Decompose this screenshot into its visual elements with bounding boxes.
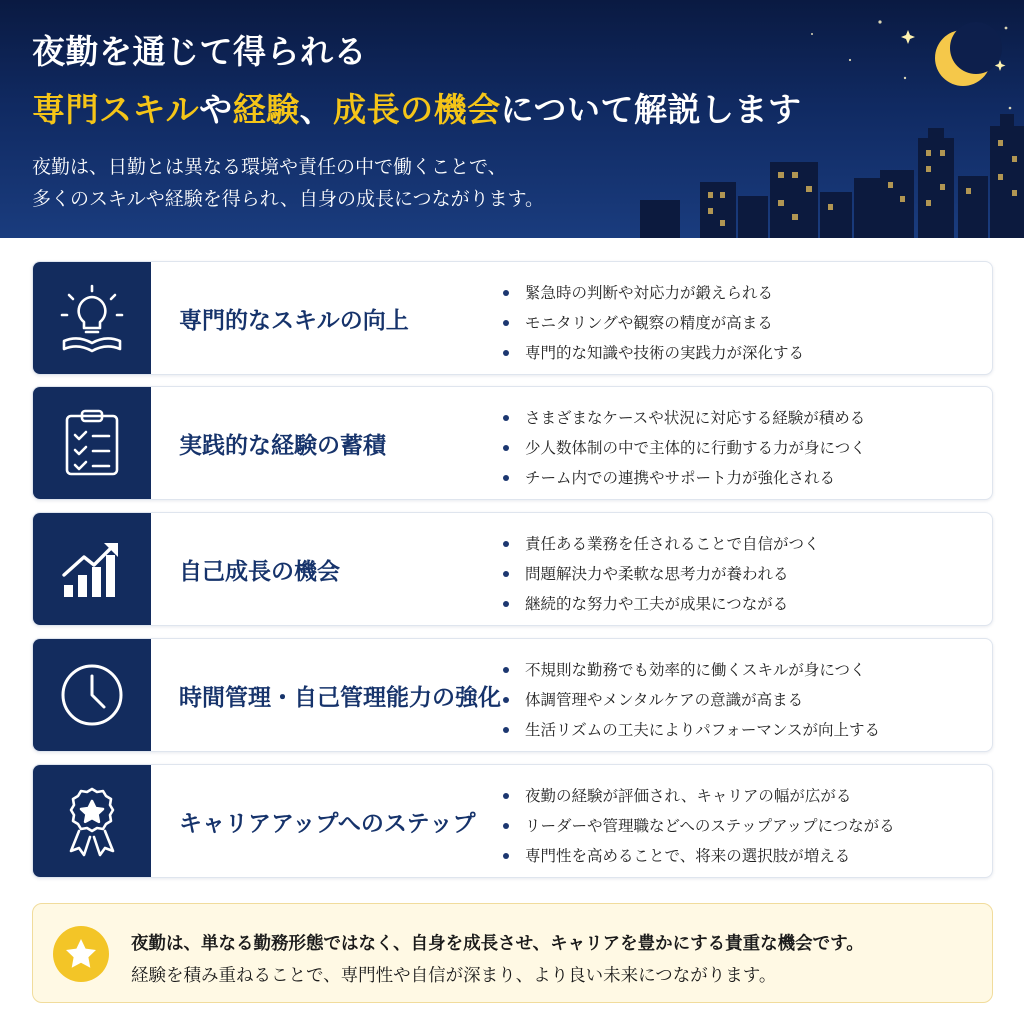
moon-icon — [935, 22, 1002, 86]
icon-panel — [33, 387, 151, 499]
list-item: チーム内での連携やサポート力が強化される — [503, 463, 866, 493]
list-item: 問題解決力や柔軟な思考力が養われる — [503, 559, 820, 589]
benefit-card-career — [32, 764, 993, 878]
list-item: 不規則な勤務でも効率的に働くスキルが身につく — [503, 655, 880, 685]
intro-text-line1: 夜勤は、日勤とは異なる環境や責任の中で働くことで、 — [32, 156, 507, 178]
list-item: 生活リズムの工夫によりパフォーマンスが向上する — [503, 715, 880, 745]
page-title-line1: 夜勤を通じて得られる — [32, 32, 367, 71]
star-icon — [64, 937, 98, 971]
benefit-card-time-management — [32, 638, 993, 752]
lightbulb-book-icon — [59, 283, 125, 353]
point-list — [503, 278, 804, 368]
card-title: キャリアアップへのステップ — [179, 810, 476, 837]
growth-chart-icon — [60, 537, 124, 601]
benefit-card-growth — [32, 512, 993, 626]
point-list — [503, 403, 866, 493]
list-item: リーダーや管理職などへのステップアップにつながる — [503, 811, 895, 841]
benefit-card-experience — [32, 386, 993, 500]
point-list — [503, 655, 880, 745]
intro-text-line2: 多くのスキルや経験を得られ、自身の成長につながります。 — [32, 188, 545, 210]
icon-panel — [33, 513, 151, 625]
title-text: 、 — [299, 90, 334, 129]
title-text: について解説します — [500, 90, 802, 129]
list-item: さまざまなケースや状況に対応する経験が積める — [503, 403, 866, 433]
hero-banner — [0, 0, 1024, 238]
card-title: 時間管理・自己管理能力の強化 — [179, 684, 501, 711]
list-item: 夜勤の経験が評価され、キャリアの幅が広がる — [503, 781, 895, 811]
card-title: 専門的なスキルの向上 — [179, 307, 409, 334]
icon-panel — [33, 262, 151, 374]
page-title-line2 — [32, 84, 802, 131]
list-item: 責任ある業務を任されることで自信がつく — [503, 529, 820, 559]
summary-text-line1: 夜勤は、単なる勤務形態ではなく、自身を成長させ、キャリアを豊かにする貴重な機会です。 — [131, 934, 864, 954]
list-item: 少人数体制の中で主体的に行動する力が身につく — [503, 433, 866, 463]
point-list — [503, 781, 895, 871]
title-highlight-experience: 経験 — [232, 90, 300, 129]
list-item: モニタリングや観察の精度が高まる — [503, 308, 804, 338]
list-item: 専門的な知識や技術の実践力が深化する — [503, 338, 804, 368]
list-item: 継続的な努力や工夫が成果につながる — [503, 589, 820, 619]
point-list — [503, 529, 820, 619]
card-title: 実践的な経験の蓄積 — [179, 432, 386, 459]
card-title: 自己成長の機会 — [179, 558, 340, 585]
title-highlight-growth: 成長の機会 — [333, 90, 501, 129]
title-highlight-skills: 専門スキル — [32, 90, 200, 129]
clipboard-checklist-icon — [63, 408, 121, 478]
benefit-card-skills — [32, 261, 993, 375]
star-badge — [53, 926, 109, 982]
award-ribbon-icon — [63, 785, 121, 857]
title-text: や — [199, 90, 233, 129]
icon-panel — [33, 765, 151, 877]
list-item: 専門性を高めることで、将来の選択肢が増える — [503, 841, 895, 871]
clock-icon — [59, 662, 125, 728]
list-item: 緊急時の判断や対応力が鍛えられる — [503, 278, 804, 308]
summary-box — [32, 903, 993, 1003]
icon-panel — [33, 639, 151, 751]
list-item: 体調管理やメンタルケアの意識が高まる — [503, 685, 880, 715]
summary-text-line2: 経験を積み重ねることで、専門性や自信が深まり、より良い未来につながります。 — [131, 966, 777, 986]
